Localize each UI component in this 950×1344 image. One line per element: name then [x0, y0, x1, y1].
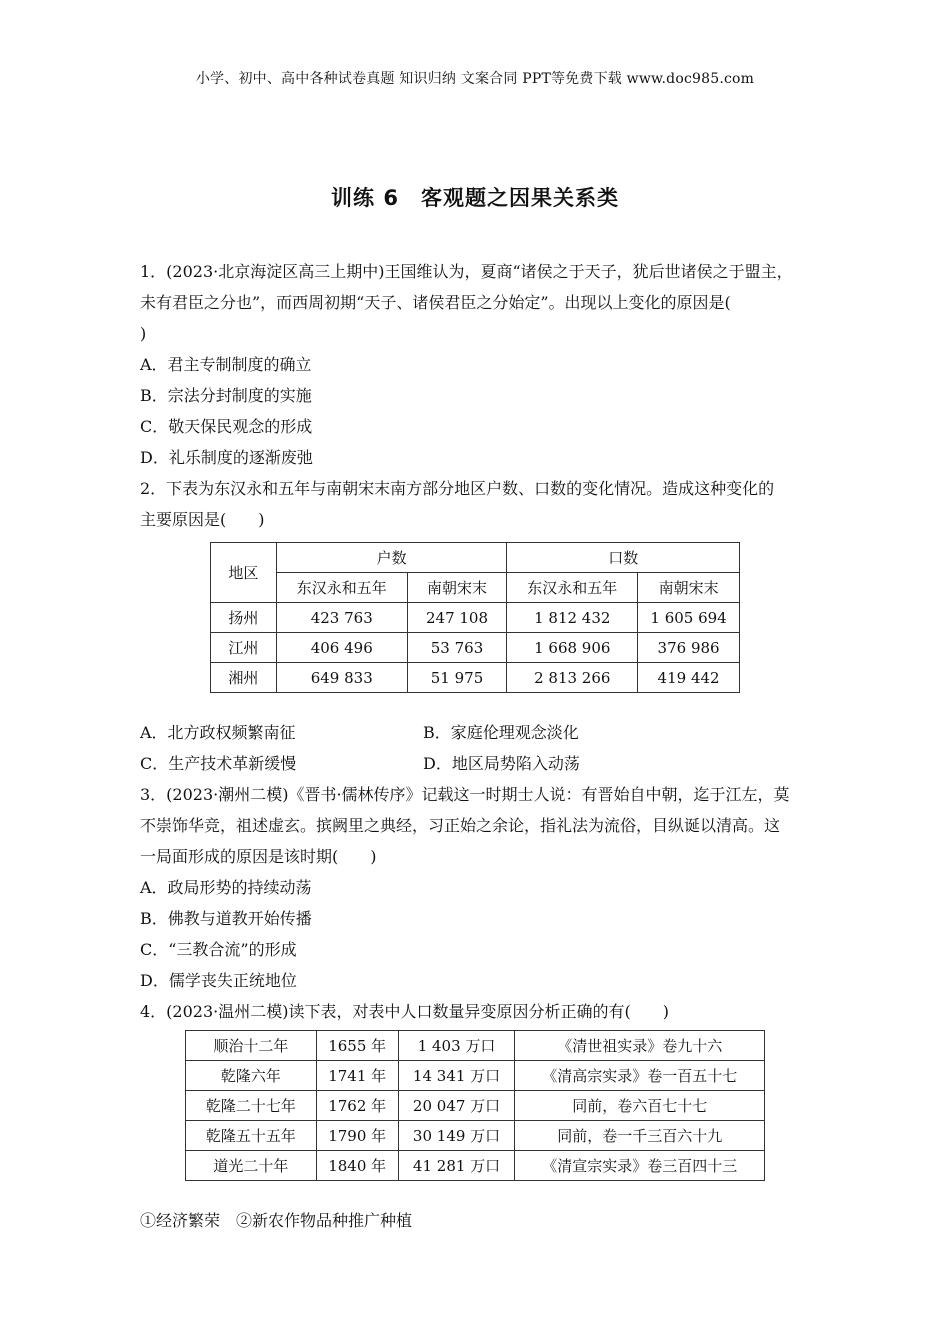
- table-cell: 乾隆六年: [186, 1061, 317, 1091]
- table-cell: 江州: [211, 633, 277, 663]
- table-row: [186, 1091, 765, 1121]
- question-3: [140, 779, 830, 996]
- option-c: C．生产技术革新缓慢: [140, 754, 297, 773]
- table-row: [211, 603, 740, 633]
- table-cell: 14 341 万口: [398, 1061, 515, 1091]
- table-cell: 2 813 266: [507, 663, 638, 693]
- table-cell: 《清高宗实录》卷一百五十七: [515, 1061, 765, 1091]
- table-cell: 247 108: [407, 603, 507, 633]
- option-a: A．政局形势的持续动荡: [140, 878, 312, 897]
- table-cell: 30 149 万口: [398, 1121, 515, 1151]
- table-cell: 顺治十二年: [186, 1031, 317, 1061]
- table-subheader: 南朝宋末: [407, 573, 507, 603]
- page-header: 小学、初中、高中各种试卷真题 知识归纳 文案合同 PPT等免费下载 www.doc985.com: [195, 71, 755, 87]
- table-row: [186, 1061, 765, 1091]
- question-text-line: 1．(2023·北京海淀区高三上期中)王国维认为，夏商“诸侯之于天子，犹后世诸侯之于盟主，: [140, 262, 793, 281]
- options-row: [140, 748, 830, 779]
- table-cell: 419 442: [638, 663, 740, 693]
- option-d: D．礼乐制度的逐渐废弛: [140, 448, 313, 467]
- choices-line: ①经济繁荣 ②新农作物品种推广种植: [140, 1211, 413, 1230]
- table-cell: 乾隆二十七年: [186, 1091, 317, 1121]
- option-b: B．宗法分封制度的实施: [140, 386, 312, 405]
- table-row: [211, 633, 740, 663]
- table-cell: 1790 年: [316, 1121, 398, 1151]
- table-cell: 376 986: [638, 633, 740, 663]
- option-d: D．儒学丧失正统地位: [140, 971, 297, 990]
- table-cell: 1 605 694: [638, 603, 740, 633]
- table-header-region: 地区: [211, 543, 277, 603]
- table-cell: 1741 年: [316, 1061, 398, 1091]
- table-cell: 51 975: [407, 663, 507, 693]
- options-row: [140, 717, 830, 748]
- option-b: B．佛教与道教开始传播: [140, 909, 312, 928]
- option-a: A．北方政权频繁南征: [140, 723, 296, 742]
- option-d: D．地区局势陷入动荡: [423, 754, 580, 773]
- question-4: [140, 996, 830, 1236]
- table-subheader: 东汉永和五年: [276, 573, 407, 603]
- table-row: [186, 1151, 765, 1181]
- table-cell: 湘州: [211, 663, 277, 693]
- question-text-line: 4．(2023·温州二模)读下表，对表中人口数量异变原因分析正确的有( ): [140, 1002, 669, 1021]
- table-cell: 20 047 万口: [398, 1091, 515, 1121]
- question-text-line: 主要原因是( ): [140, 510, 265, 529]
- question-1: [140, 256, 830, 473]
- question-text-line: 未有君臣之分也”，而西周初期“天子、诸侯君臣之分始定”。出现以上变化的原因是(: [140, 293, 731, 312]
- table-cell: 1655 年: [316, 1031, 398, 1061]
- population-table-qing: [185, 1030, 765, 1181]
- question-text-line: 一局面形成的原因是该时期( ): [140, 847, 377, 866]
- option-a: A．君主专制制度的确立: [140, 355, 312, 374]
- table-cell: 1762 年: [316, 1091, 398, 1121]
- table-cell: 649 833: [276, 663, 407, 693]
- question-2: [140, 473, 830, 779]
- option-b: B．家庭伦理观念淡化: [423, 723, 579, 742]
- population-table-han-song: [210, 542, 740, 693]
- table-subheader: 南朝宋末: [638, 573, 740, 603]
- table-cell: 同前，卷六百七十七: [515, 1091, 765, 1121]
- table-row: [211, 663, 740, 693]
- option-c: C．“三教合流”的形成: [140, 940, 297, 959]
- table-subheader: 东汉永和五年: [507, 573, 638, 603]
- question-text-line: 3．(2023·潮州二模)《晋书·儒林传序》记载这一时期士人说：有晋始自中朝，迄于江左，莫: [140, 785, 790, 804]
- table-cell: 1 403 万口: [398, 1031, 515, 1061]
- document-body: [140, 256, 830, 1236]
- table-cell: 同前，卷一千三百六十九: [515, 1121, 765, 1151]
- question-text-line: 不崇饰华竞，祖述虚玄。摈阙里之典经，习正始之余论，指礼法为流俗，目纵诞以清高。这: [140, 816, 781, 835]
- table-cell: 《清世祖实录》卷九十六: [515, 1031, 765, 1061]
- table-cell: 扬州: [211, 603, 277, 633]
- option-c: C．敬天保民观念的形成: [140, 417, 313, 436]
- question-text-line: 2．下表为东汉永和五年与南朝宋末南方部分地区户数、口数的变化情况。造成这种变化的: [140, 479, 775, 498]
- table-cell: 道光二十年: [186, 1151, 317, 1181]
- table-cell: 41 281 万口: [398, 1151, 515, 1181]
- table-row: [186, 1121, 765, 1151]
- table-header-households: 户数: [276, 543, 507, 573]
- table-cell: 《清宣宗实录》卷三百四十三: [515, 1151, 765, 1181]
- table-cell: 1 668 906: [507, 633, 638, 663]
- table-header-population: 口数: [507, 543, 740, 573]
- table-cell: 1840 年: [316, 1151, 398, 1181]
- table-cell: 乾隆五十五年: [186, 1121, 317, 1151]
- table-cell: 423 763: [276, 603, 407, 633]
- table-cell: 1 812 432: [507, 603, 638, 633]
- page-title: 训练 6 客观题之因果关系类: [331, 186, 619, 210]
- table-row: [186, 1031, 765, 1061]
- table-cell: 406 496: [276, 633, 407, 663]
- table-cell: 53 763: [407, 633, 507, 663]
- question-text-line: ): [140, 324, 147, 343]
